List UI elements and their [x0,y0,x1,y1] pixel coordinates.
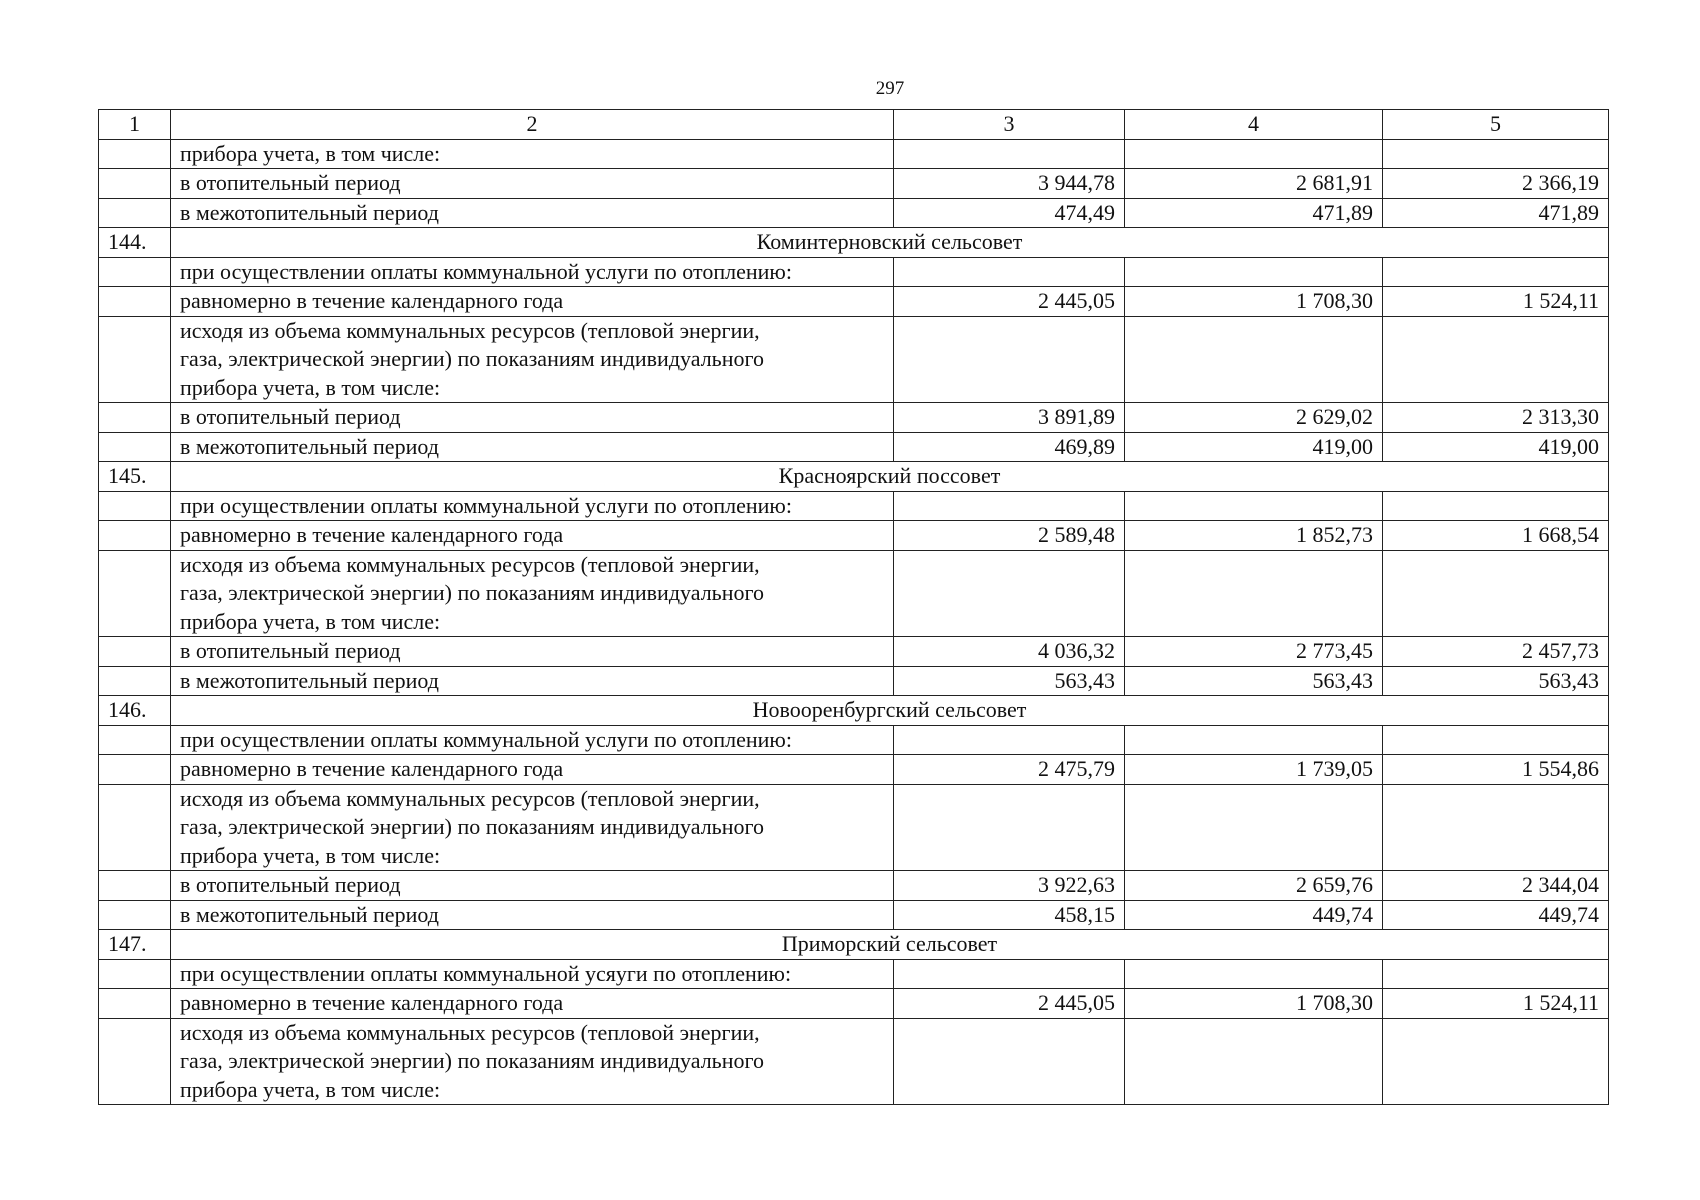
value-col5: 563,43 [1383,666,1609,696]
section-row [99,930,1609,960]
row-description: равномерно в течение календарного года [171,755,894,785]
description-line: газа, электрической энергии) по показаниям индивидуального [180,580,764,605]
value-col4 [1125,725,1383,755]
row-index-cell [99,403,171,433]
value-col5 [1383,959,1609,989]
row-description [171,784,894,871]
row-index-cell [99,784,171,871]
table-row [99,666,1609,696]
value-col5 [1383,491,1609,521]
value-col5 [1383,550,1609,637]
column-header-5: 5 [1383,110,1609,140]
table-row [99,755,1609,785]
value-col5: 1 554,86 [1383,755,1609,785]
value-col5: 449,74 [1383,900,1609,930]
row-description: в межотопительный период [171,900,894,930]
value-col5: 2 344,04 [1383,871,1609,901]
value-col3 [894,257,1125,287]
value-col5: 1 524,11 [1383,287,1609,317]
value-col3 [894,1018,1125,1105]
description-line: прибора учета, в том числе: [180,374,441,400]
row-description: равномерно в течение календарного года [171,521,894,551]
value-col3: 469,89 [894,432,1125,462]
row-description: в отопительный период [171,169,894,199]
value-col4 [1125,139,1383,169]
value-col4 [1125,550,1383,637]
value-col3 [894,491,1125,521]
value-col5: 2 313,30 [1383,403,1609,433]
table-row [99,198,1609,228]
value-col4: 2 629,02 [1125,403,1383,433]
table-row [99,316,1609,403]
value-col3: 2 445,05 [894,989,1125,1019]
value-col4: 2 659,76 [1125,871,1383,901]
row-index-cell [99,316,171,403]
value-col3: 563,43 [894,666,1125,696]
description-line: прибора учета, в том числе: [180,1076,441,1102]
value-col4: 1 708,30 [1125,989,1383,1019]
value-col3: 2 475,79 [894,755,1125,785]
value-col5: 2 457,73 [1383,637,1609,667]
value-col4 [1125,1018,1383,1105]
value-col5 [1383,316,1609,403]
row-description [171,316,894,403]
row-index-cell [99,666,171,696]
row-index-cell [99,900,171,930]
value-col5: 1 668,54 [1383,521,1609,551]
row-description [171,1018,894,1105]
column-header-3: 3 [894,110,1125,140]
row-description: при осуществлении оплаты коммунальной усяуги по отоплению: [171,959,894,989]
table-row [99,521,1609,551]
table-body [99,110,1609,1105]
row-index-cell [99,1018,171,1105]
row-description: равномерно в течение календарного года [171,989,894,1019]
tariff-table [98,109,1609,1105]
row-description: при осуществлении оплаты коммунальной услуги по отоплению: [171,257,894,287]
value-col4 [1125,316,1383,403]
value-col5 [1383,1018,1609,1105]
row-index-cell [99,139,171,169]
column-header-4: 4 [1125,110,1383,140]
value-col3: 2 445,05 [894,287,1125,317]
row-description: в отопительный период [171,871,894,901]
value-col4: 471,89 [1125,198,1383,228]
row-description: при осуществлении оплаты коммунальной услуги по отоплению: [171,725,894,755]
value-col5 [1383,139,1609,169]
value-col3: 2 589,48 [894,521,1125,551]
row-index-cell [99,521,171,551]
value-col3: 3 944,78 [894,169,1125,199]
row-description: при осуществлении оплаты коммунальной услуги по отоплению: [171,491,894,521]
section-title: Приморский сельсовет [171,930,1609,960]
row-description: в межотопительный период [171,432,894,462]
table-row [99,257,1609,287]
value-col3: 3 891,89 [894,403,1125,433]
value-col4: 1 708,30 [1125,287,1383,317]
value-col4: 2 681,91 [1125,169,1383,199]
section-row [99,228,1609,258]
table-row [99,725,1609,755]
description-line: газа, электрической энергии) по показаниям индивидуального [180,1048,764,1073]
value-col3: 4 036,32 [894,637,1125,667]
value-col4 [1125,491,1383,521]
value-col5: 419,00 [1383,432,1609,462]
row-description: в отопительный период [171,403,894,433]
section-title: Новооренбургский сельсовет [171,696,1609,726]
row-index-cell [99,959,171,989]
row-index-cell [99,432,171,462]
row-index-cell [99,989,171,1019]
section-title: Красноярский поссовет [171,462,1609,492]
section-number: 147. [99,930,171,960]
value-col3: 3 922,63 [894,871,1125,901]
row-index-cell [99,491,171,521]
value-col5 [1383,725,1609,755]
page-number: 297 [875,78,905,99]
column-number-row [99,110,1609,140]
row-index-cell [99,198,171,228]
row-description [171,550,894,637]
value-col5: 471,89 [1383,198,1609,228]
value-col4: 1 739,05 [1125,755,1383,785]
table-row [99,637,1609,667]
value-col5: 2 366,19 [1383,169,1609,199]
row-index-cell [99,725,171,755]
row-description: равномерно в течение календарного года [171,287,894,317]
section-number: 144. [99,228,171,258]
row-index-cell [99,287,171,317]
column-header-1: 1 [99,110,171,140]
table-row [99,491,1609,521]
table-row [99,959,1609,989]
description-line: прибора учета, в том числе: [180,842,441,868]
table-row [99,871,1609,901]
value-col4: 563,43 [1125,666,1383,696]
description-line: исходя из объема коммунальных ресурсов (тепловой энергии, [180,551,760,577]
value-col3 [894,550,1125,637]
value-col5 [1383,784,1609,871]
value-col3 [894,959,1125,989]
section-title: Коминтерновский сельсовет [171,228,1609,258]
value-col4 [1125,959,1383,989]
section-row [99,696,1609,726]
table-row [99,403,1609,433]
value-col4: 419,00 [1125,432,1383,462]
row-description: в межотопительный период [171,198,894,228]
description-line: газа, электрической энергии) по показаниям индивидуального [180,814,764,839]
value-col3 [894,316,1125,403]
row-index-cell [99,550,171,637]
description-line: исходя из объема коммунальных ресурсов (тепловой энергии, [180,1019,760,1045]
row-index-cell [99,637,171,667]
section-number: 145. [99,462,171,492]
row-index-cell [99,871,171,901]
table-row [99,432,1609,462]
value-col3 [894,725,1125,755]
description-line: газа, электрической энергии) по показаниям индивидуального [180,346,764,371]
row-index-cell [99,755,171,785]
value-col4: 449,74 [1125,900,1383,930]
column-header-2: 2 [171,110,894,140]
row-description: прибора учета, в том числе: [171,139,894,169]
row-index-cell [99,257,171,287]
description-line: исходя из объема коммунальных ресурсов (тепловой энергии, [180,317,760,343]
table-row [99,550,1609,637]
table-row [99,900,1609,930]
description-line: прибора учета, в том числе: [180,608,441,634]
table-row [99,784,1609,871]
table-row [99,989,1609,1019]
value-col5: 1 524,11 [1383,989,1609,1019]
row-description: в межотопительный период [171,666,894,696]
value-col4 [1125,257,1383,287]
section-row [99,462,1609,492]
value-col5 [1383,257,1609,287]
row-description: в отопительный период [171,637,894,667]
value-col3 [894,784,1125,871]
value-col3: 474,49 [894,198,1125,228]
table-row [99,287,1609,317]
value-col4: 2 773,45 [1125,637,1383,667]
value-col4 [1125,784,1383,871]
value-col3 [894,139,1125,169]
description-line: исходя из объема коммунальных ресурсов (тепловой энергии, [180,785,760,811]
value-col3: 458,15 [894,900,1125,930]
table-row [99,139,1609,169]
row-index-cell [99,169,171,199]
table-row [99,169,1609,199]
value-col4: 1 852,73 [1125,521,1383,551]
section-number: 146. [99,696,171,726]
table-row [99,1018,1609,1105]
